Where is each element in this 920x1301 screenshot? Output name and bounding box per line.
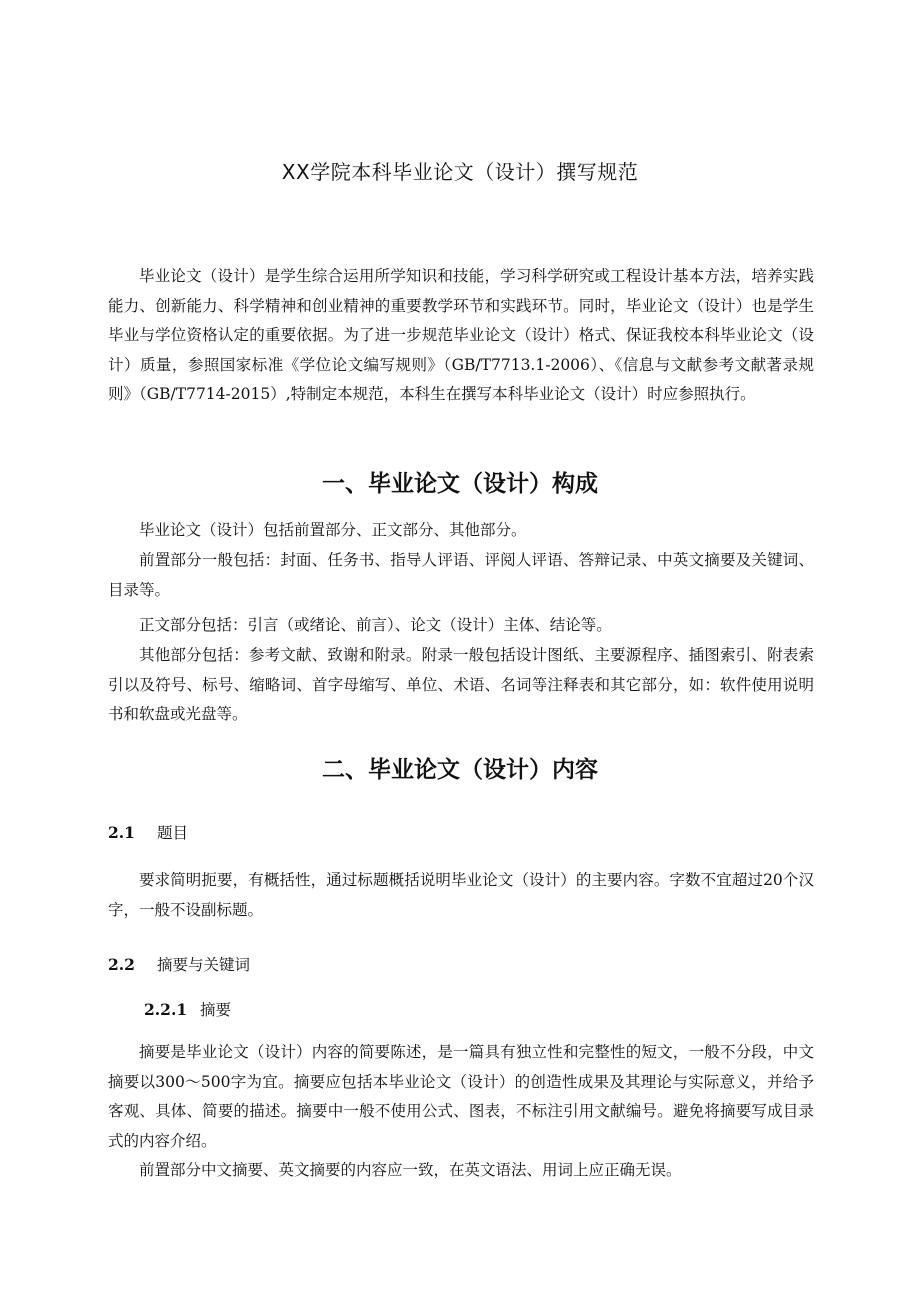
subsection-2-1-heading	[108, 821, 188, 845]
section-1-paragraph: 毕业论文（设计）包括前置部分、正文部分、其他部分。	[139, 521, 527, 539]
subsection-number: 2.2	[108, 955, 135, 974]
document-title: XX学院本科毕业论文（设计）撰写规范	[281, 160, 639, 184]
subsection-2-2-heading	[108, 953, 250, 977]
subsection-title: 摘要与关键词	[157, 956, 251, 974]
abstract-paragraph: 摘要是毕业论文（设计）内容的简要陈述，是一篇具有独立性和完整性的短文，一般不分段，中文摘要以300～500字为宜。摘要应包括本毕业论文（设计）的创造性成果及其理论与实际意义，并给予客观、具体、简要的描述。摘要中一般不使用公式、图表，不标注引用文献编号。避免将摘要写成目录式的内容介绍。	[108, 1043, 814, 1150]
subsection-2-2-1-heading	[144, 998, 231, 1022]
subsection-title: 摘要	[200, 1001, 232, 1019]
subsection-number: 2.2.1	[144, 1000, 188, 1019]
section-1-paragraph: 其他部分包括：参考文献、致谢和附录。附录一般包括设计图纸、主要源程序、插图索引、附表索引以及符号、标号、缩略词、首字母缩写、单位、术语、名词等注释表和其它部分，如：软件使用说明书和软盘或光盘等。	[108, 646, 814, 723]
section-1-paragraph: 前置部分一般包括：封面、任务书、指导人评语、评阅人评语、答辩记录、中英文摘要及关键词、目录等。	[108, 551, 814, 599]
abstract-paragraph: 前置部分中文摘要、英文摘要的内容应一致，在英文语法、用词上应正确无误。	[139, 1161, 682, 1179]
intro-paragraph: 毕业论文（设计）是学生综合运用所学知识和技能，学习科学研究或工程设计基本方法，培养实践能力、创新能力、科学精神和创业精神的重要教学环节和实践环节。同时，毕业论文（设计）也是学生毕业与学位资格认定的重要依据。为了进一步规范毕业论文（设计）格式、保证我校本科毕业论文（设计）质量，参照国家标准《学位论文编写规则》（GB/T7713.1-2006）、《信息与文献参考文献著录规则》（GB/T7714-2015）,特制定本规范，本科生在撰写本科毕业论文（设计）时应参照执行。	[108, 267, 814, 403]
subsection-title: 题目	[157, 824, 189, 842]
subsection-number: 2.1	[108, 823, 135, 842]
section-2-heading: 二、毕业论文（设计）内容	[322, 756, 598, 783]
section-1-paragraph: 正文部分包括：引言（或绪论、前言）、论文（设计）主体、结论等。	[139, 616, 612, 634]
section-1-heading: 一、毕业论文（设计）构成	[322, 470, 598, 497]
subsection-2-1-text: 要求简明扼要，有概括性，通过标题概括说明毕业论文（设计）的主要内容。字数不宜超过20个汉字，一般不设副标题。	[108, 871, 814, 919]
